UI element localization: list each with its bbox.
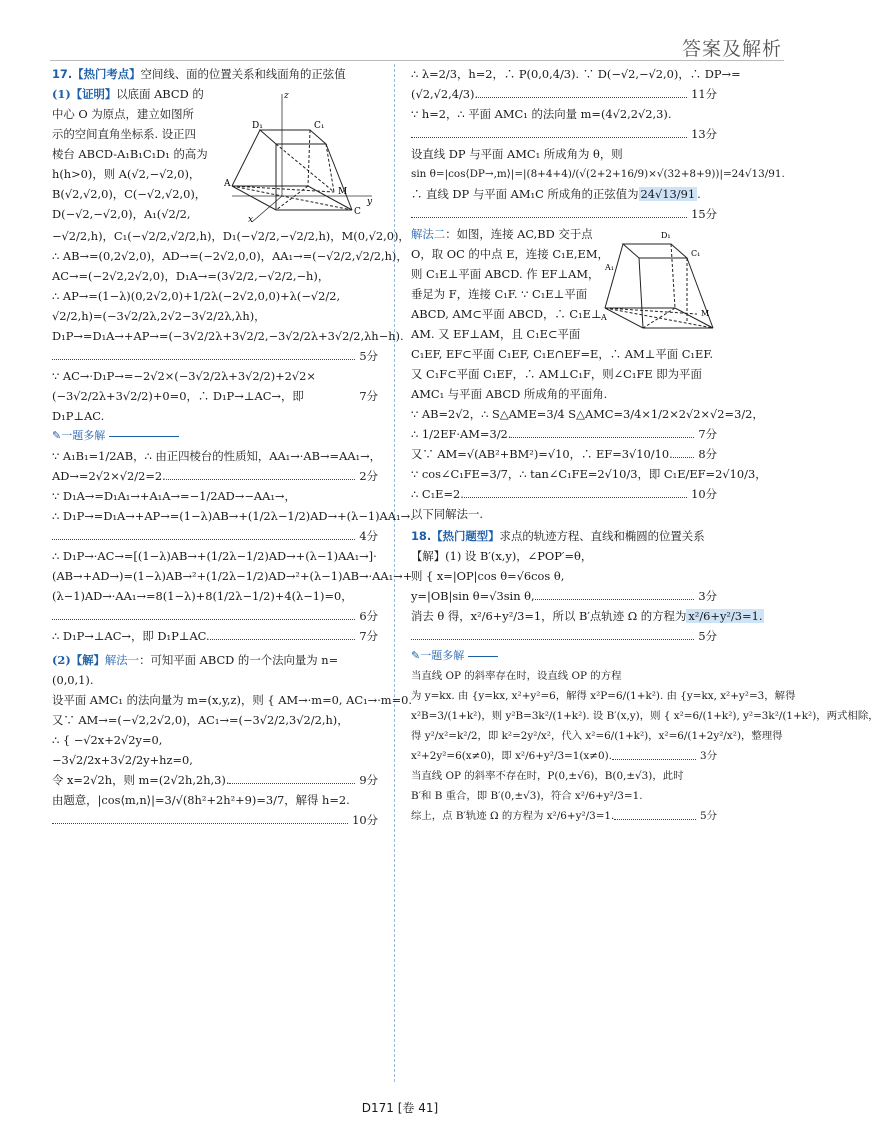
score-2: 2分: [359, 469, 378, 483]
pencil-icon: ✎: [411, 649, 421, 662]
m2-line: O，取 OC 的中点 E，连接 C₁E,EM，: [411, 247, 609, 261]
derivation-line: ∴ D₁P→⊥AC→，即 D₁P⊥AC.: [52, 629, 210, 643]
score-line: [411, 806, 717, 826]
p2-heading: [52, 650, 378, 670]
score-line: [411, 484, 717, 504]
derivation-line: (AB→+AD→)=(1−λ)AB→²+(1/2λ−1/2)AD→²+(λ−1)AB→·AA₁→+: [52, 569, 413, 583]
derivation-line: 设直线 DP 与平面 AMC₁ 所成角为 θ，则: [411, 147, 623, 161]
score-line: [52, 810, 378, 830]
score-line: [411, 746, 717, 766]
score-10: 10分: [352, 813, 378, 827]
m2-line: 垂足为 F，连接 C₁F. ∵ C₁E⊥平面: [411, 287, 588, 301]
derivation-line: x²+2y²=6(x≠0)，即 x²/6+y²/3=1(x≠0).: [411, 750, 612, 762]
tip-label: 一题多解: [420, 649, 465, 662]
derivation-line: ∴ AP→=(1−λ)(0,2√2,0)+1/2λ(−2√2,0,0)+λ(−√2/2,: [52, 289, 341, 303]
svg-text:D₁: D₁: [661, 231, 671, 240]
derivation-line: 则 { x=|OP|cos θ=√6cos θ,: [411, 569, 565, 583]
svg-text:A: A: [601, 313, 607, 322]
score-9: 9分: [359, 773, 378, 787]
derivation-line: AD→=2√2×√2/2=2.: [52, 469, 166, 483]
derivation-line: 消去 θ 得，x²/6+y²/3=1，所以 B′点轨迹 Ω 的方程为: [411, 609, 687, 623]
score-line: [52, 606, 378, 626]
p1-line: B(√2,√2,0)，C(−√2,√2,0)，: [52, 187, 207, 201]
p1-tag: (1)【证明】: [52, 87, 117, 101]
derivation-line: ∴ λ=2/3，h=2，∴ P(0,0,4/3). ∵ D(−√2,−√2,0)，∴ DP→=: [411, 67, 741, 81]
p1-line: 以底面 ABCD 的: [116, 87, 204, 101]
p2-tag: (2)【解】: [52, 653, 105, 667]
score-line: [52, 526, 378, 546]
derivation-line: D₁P→=D₁A→+AP→=(−3√2/2λ+3√2/2,−3√2/2λ+3√2/2,λh−h).: [52, 329, 404, 343]
derivation-line: 以下同解法一.: [411, 507, 483, 521]
tip-label: 一题多解: [61, 429, 106, 442]
method-two-block: [411, 224, 717, 344]
derivation-line: ∴ 1/2EF·AM=3/2.: [411, 427, 512, 441]
derivation-line: ∴ { −√2x+2√2y=0,: [52, 733, 163, 747]
score-line: [411, 84, 717, 104]
score-15: 15分: [691, 207, 717, 221]
score-5: 5分: [359, 349, 378, 363]
derivation-line: 得 y²/x²=k²/2，即 k²=2y²/x²，代入 x²=6/(1+k²)，x²=6/(1+2y²/x²)，整理得: [411, 730, 783, 742]
derivation-line: ∴ D₁P→=D₁A→+AP→=(1−λ)AB→+(1/2λ−1/2)AD→+(λ−1)AA₁→.: [52, 509, 414, 523]
page-number: D171 [卷 41]: [361, 1101, 439, 1115]
derivation-line: sin θ=|cos⟨DP→,m⟩|=|(8+4+4)/(√(2+2+16/9)×√(32+8+9))|=24√13/91.: [411, 168, 785, 180]
derivation-line: −√2/2,h)，C₁(−√2/2,√2/2,h)，D₁(−√2/2,−√2/2,h)，M(0,√2,0)，: [52, 229, 410, 243]
svg-text:x: x: [248, 215, 254, 225]
score-line: [411, 626, 717, 646]
derivation-line: 为 y=kx. 由 {y=kx, x²+y²=6，解得 x²P=6/(1+k²). 由 {y=kx, x²+y²=3，解得: [411, 690, 796, 702]
alt-solution-tip: [411, 646, 717, 666]
derivation-line: (−3√2/2λ+3√2/2)+0=0，∴ D₁P→⊥AC→，即 D₁P⊥AC.: [52, 389, 304, 423]
svg-text:M: M: [338, 187, 348, 197]
score-10: 10分: [691, 487, 717, 501]
derivation-line: ∵ AB=2√2，∴ S△AME=3/4 S△AMC=3/4×1/2×2√2×√2=3/2，: [411, 407, 764, 421]
derivation-line: ∴ C₁E=2.: [411, 487, 464, 501]
score-line: [411, 586, 717, 606]
derivation-line: ∵ D₁A→=D₁A₁→+A₁A→=−1/2AD→−AA₁→，: [52, 489, 296, 503]
derivation-line: −3√2/2x+3√2/2y+hz=0,: [52, 753, 193, 767]
score-3: 3分: [699, 750, 717, 762]
score-5: 5分: [699, 810, 717, 822]
p1-line: 示的空间直角坐标系. 设正四: [52, 127, 196, 141]
right-column: [411, 64, 879, 826]
p1-line: D(−√2,−√2,0)，A₁(√2/2,: [52, 207, 191, 221]
svg-text:C: C: [354, 207, 361, 217]
p1-block: [52, 84, 378, 226]
left-column: [52, 64, 414, 830]
derivation-line: (0,0,1).: [52, 673, 94, 687]
q18-tag: 【热门题型】: [431, 529, 500, 543]
svg-text:y: y: [367, 197, 373, 207]
page-header-title: 答案及解析: [681, 38, 782, 60]
score-7: 7分: [698, 427, 717, 441]
score-line: [411, 444, 717, 464]
p1-line: 棱台 ABCD-A₁B₁C₁D₁ 的高为: [52, 147, 208, 161]
method-one-label: 解法一: [104, 653, 140, 667]
conclusion-text: ∴ 直线 DP 与平面 AM₁C 所成角的正弦值为: [411, 187, 639, 201]
frustum-figure-2: [601, 224, 717, 342]
score-7: 7分: [359, 389, 378, 403]
derivation-line: 【解】(1) 设 B′(x,y)，∠POP′=θ，: [411, 549, 593, 563]
derivation-line: √2/2,h)=(−3√2/2λ,2√2−3√2/2λ,λh)，: [52, 309, 266, 323]
derivation-line: ∴ D₁P→·AC→=[(1−λ)AB→+(1/2λ−1/2)AD→+(λ−1)AA₁→]·: [52, 549, 377, 563]
score-11: 11分: [691, 87, 717, 101]
score-7: 7分: [359, 629, 378, 643]
svg-text:C₁: C₁: [691, 249, 701, 258]
m2-line: AM. 又 EF⊥AM，且 C₁E⊂平面: [411, 327, 581, 341]
svg-text:A₁: A₁: [605, 263, 614, 272]
q17-title: [52, 64, 378, 84]
derivation-line: 当直线 OP 的斜率存在时，设直线 OP 的方程: [411, 670, 622, 682]
derivation-line: 由题意，|cos⟨m,n⟩|=3/√(8h²+2h²+9)=3/7，解得 h=2.: [52, 793, 350, 807]
score-line: [52, 386, 378, 426]
score-line: [411, 204, 717, 224]
svg-text:A: A: [224, 179, 231, 189]
derivation-line: x²B=3/(1+k²)，则 y²B=3k²/(1+k²). 设 B′(x,y)，则 { x²=6/(1+k²), y²=3k²/(1+k²)，两式相除，: [411, 710, 879, 722]
svg-text:z: z: [284, 91, 289, 101]
derivation-line: ∵ AC→·D₁P→=−2√2×(−3√2/2λ+3√2/2)+2√2×: [52, 369, 316, 383]
derivation-line: 令 x=2√2h，则 m=(2√2h,2h,3).: [52, 773, 230, 787]
period: .: [697, 187, 701, 201]
derivation-line: (√2,√2,4/3).: [411, 87, 479, 101]
m2-line: ：如图，连接 AC,BD 交于点: [445, 227, 593, 241]
q18-number: 18.: [411, 529, 432, 543]
p1-line: h(h>0)，则 A(√2,−√2,0)，: [52, 167, 201, 181]
p1-line: 中心 O 为原点，建立如图所: [52, 107, 194, 121]
derivation-line: AC→=(−2√2,2√2,0)，D₁A→=(3√2/2,−√2/2,−h)，: [52, 269, 330, 283]
q18-title: [411, 526, 717, 546]
score-3: 3分: [698, 589, 717, 603]
score-line: [52, 626, 378, 646]
derivation-line: 又∵ AM=√(AB²+BM²)=√10，∴ EF=3√10/10.: [411, 447, 673, 461]
answer-highlight: x²/6+y²/3=1.: [688, 609, 763, 623]
score-5: 5分: [698, 629, 717, 643]
q17-number: 17.: [52, 67, 73, 81]
score-4: 4分: [359, 529, 378, 543]
score-line: [411, 424, 717, 444]
pencil-icon: ✎: [52, 429, 62, 442]
svg-text:C₁: C₁: [314, 121, 325, 131]
score-8: 8分: [698, 447, 717, 461]
q17-tag: 【热门考点】: [72, 67, 141, 81]
conclusion-line: [411, 184, 717, 204]
m2-line: ABCD, AM⊂平面 ABCD，∴ C₁E⊥: [411, 307, 602, 321]
svg-text:M: M: [701, 309, 710, 318]
svg-text:D₁: D₁: [252, 121, 263, 131]
derivation-line: B′和 B 重合，即 B′(0,±√3)，符合 x²/6+y²/3=1.: [411, 790, 643, 802]
derivation-line: ∴ AB→=(0,2√2,0)，AD→=(−2√2,0,0)，AA₁→=(−√2/2,√2/2,h)，: [52, 249, 408, 263]
derivation-line: ∵ h=2，∴ 平面 AMC₁ 的法向量 m=(4√2,2√2,3).: [411, 107, 672, 121]
alt-solution-tip: [52, 426, 378, 446]
derivation-line: 设平面 AMC₁ 的法向量为 m=(x,y,z)，则 { AM→·m=0, AC₁→·m=0.: [52, 693, 413, 707]
score-line: [52, 770, 378, 790]
derivation-line: ∵ A₁B₁=1/2AB，∴ 由正四棱台的性质知，AA₁→·AB→=AA₁→，: [52, 449, 382, 463]
derivation-line: 又∵ AM→=(−√2,2√2,0)，AC₁→=(−3√2/2,3√2/2,h)，: [52, 713, 349, 727]
m2-line: 则 C₁E⊥平面 ABCD. 作 EF⊥AM，: [411, 267, 600, 281]
p2-text: ：可知平面 ABCD 的一个法向量为 n=: [139, 653, 339, 667]
method-two-label: 解法二: [411, 227, 446, 241]
header-rule: [50, 60, 784, 61]
derivation-line: 综上，点 B′轨迹 Ω 的方程为 x²/6+y²/3=1.: [411, 810, 615, 822]
score-line: [411, 124, 717, 144]
derivation-line: 当直线 OP 的斜率不存在时，P(0,±√6)，B(0,±√3)，此时: [411, 770, 684, 782]
frustum-figure-1: [222, 84, 378, 226]
conclusion-line: [411, 606, 763, 626]
score-line: [52, 346, 378, 366]
derivation-line: y=|OB|sin θ=√3sin θ,: [411, 589, 535, 603]
score-13: 13分: [691, 127, 717, 141]
q18-topic: 求点的轨迹方程、直线和椭圆的位置关系: [499, 529, 705, 543]
derivation-line: (λ−1)AD→·AA₁→=8(1−λ)+8(1/2λ−1/2)+4(λ−1)=0，: [52, 589, 353, 603]
answer-highlight: 24√13/91: [640, 187, 696, 201]
score-line: [52, 466, 378, 486]
m2-paragraph: C₁EF, EF⊂平面 C₁EF, C₁E∩EF=E，∴ AM⊥平面 C₁EF. 又 C₁F⊂平面 C₁EF，∴ AM⊥C₁F，则∠C₁FE 即为平面 AMC₁ 与平面 ABCD 所成角的平面角.: [411, 347, 714, 401]
score-6: 6分: [359, 609, 378, 623]
q17-topic: 空间线、面的位置关系和线面角的正弦值: [140, 67, 346, 81]
derivation-line: ∵ cos∠C₁FE=3/7，∴ tan∠C₁FE=2√10/3，即 C₁E/EF=2√10/3，: [411, 467, 767, 481]
